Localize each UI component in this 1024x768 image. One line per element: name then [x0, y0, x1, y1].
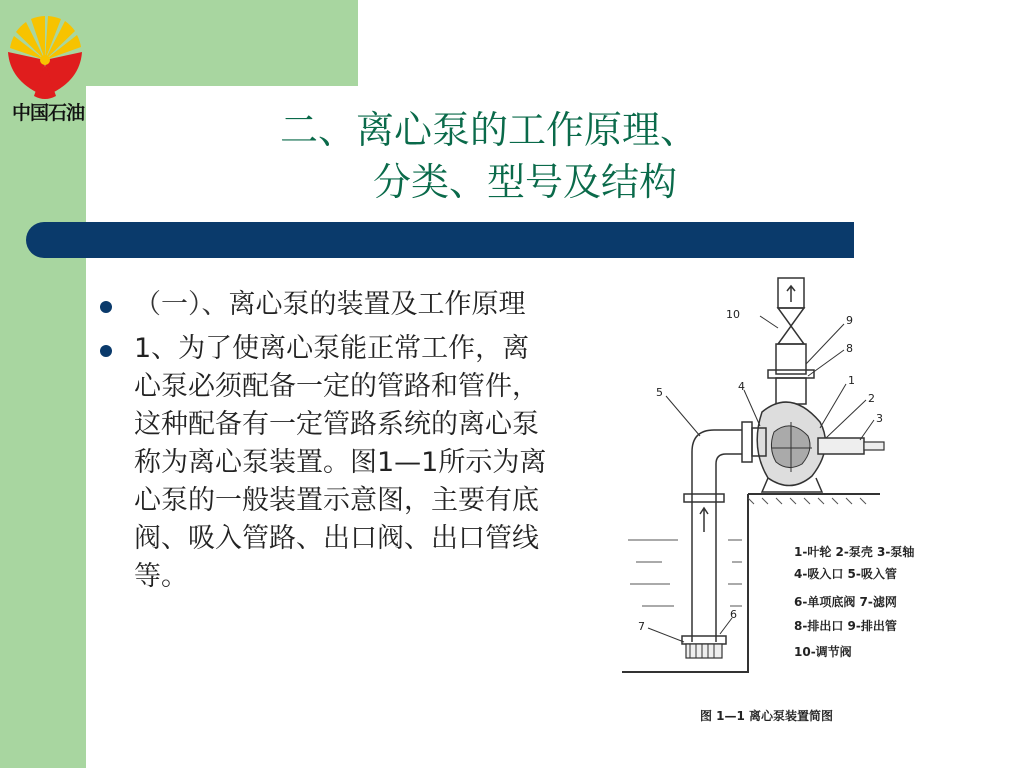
tank-wall — [622, 494, 748, 672]
title-line-1: 二、离心泵的工作原理、 — [280, 108, 699, 152]
legend-line: 6-单项底阀 7-滤网 — [794, 595, 897, 609]
part-number-label: 9 — [846, 314, 853, 327]
figure-caption: 图 1—1 离心泵装置简图 — [700, 709, 834, 723]
part-number-label: 8 — [846, 342, 853, 355]
foot-valve — [682, 636, 726, 644]
title-divider-bar — [26, 222, 854, 258]
part-number-label: 1 — [848, 374, 855, 387]
suction-inlet — [742, 422, 752, 462]
part-number-label: 2 — [868, 392, 875, 405]
title-line-2: 分类、型号及结构 — [373, 160, 678, 204]
legend-line: 10-调节阀 — [794, 645, 852, 659]
strainer — [686, 644, 722, 658]
water-surface — [628, 540, 742, 606]
content-corner — [86, 86, 166, 166]
part-number-label: 10 — [726, 308, 740, 321]
pump-shaft — [818, 438, 864, 454]
bullet-prefix: （一）、 — [134, 289, 229, 320]
bullet-item — [96, 330, 556, 596]
legend-line: 8-排出口 9-排出管 — [794, 619, 897, 633]
part-number-label: 4 — [738, 380, 745, 393]
logo-text: 中国石油 — [11, 102, 84, 124]
pump-installation-diagram — [622, 272, 974, 728]
part-number-label: 3 — [876, 412, 883, 425]
legend-line: 4-吸入口 5-吸入管 — [794, 567, 897, 581]
bullet-text — [134, 286, 556, 324]
bullet-text: 1、为了使离心泵能正常工作，离心泵必须配备一定的管路和管件，这种配备有一定管路系统的离心泵称为离心泵装置。图1—1所示为离心泵的一般装置示意图，主要有底阀、吸入管路、出口阀、出口管线等。 — [134, 333, 547, 592]
bullet-dot-icon — [100, 345, 112, 357]
pump-casing — [757, 402, 825, 485]
part-number-label: 6 — [730, 608, 737, 621]
part-number-label: 7 — [638, 620, 645, 633]
part-number-label: 5 — [656, 386, 663, 399]
bullet-list — [96, 286, 556, 602]
page-title — [240, 104, 800, 208]
legend-line: 1-叶轮 2-泵壳 3-泵轴 — [794, 545, 915, 559]
regulating-valve — [778, 308, 804, 344]
bullet-heading: 离心泵的装置及工作原理 — [228, 289, 526, 320]
logo-sun-rays — [10, 16, 81, 60]
bullet-dot-icon — [100, 301, 112, 313]
bullet-item — [96, 286, 556, 324]
